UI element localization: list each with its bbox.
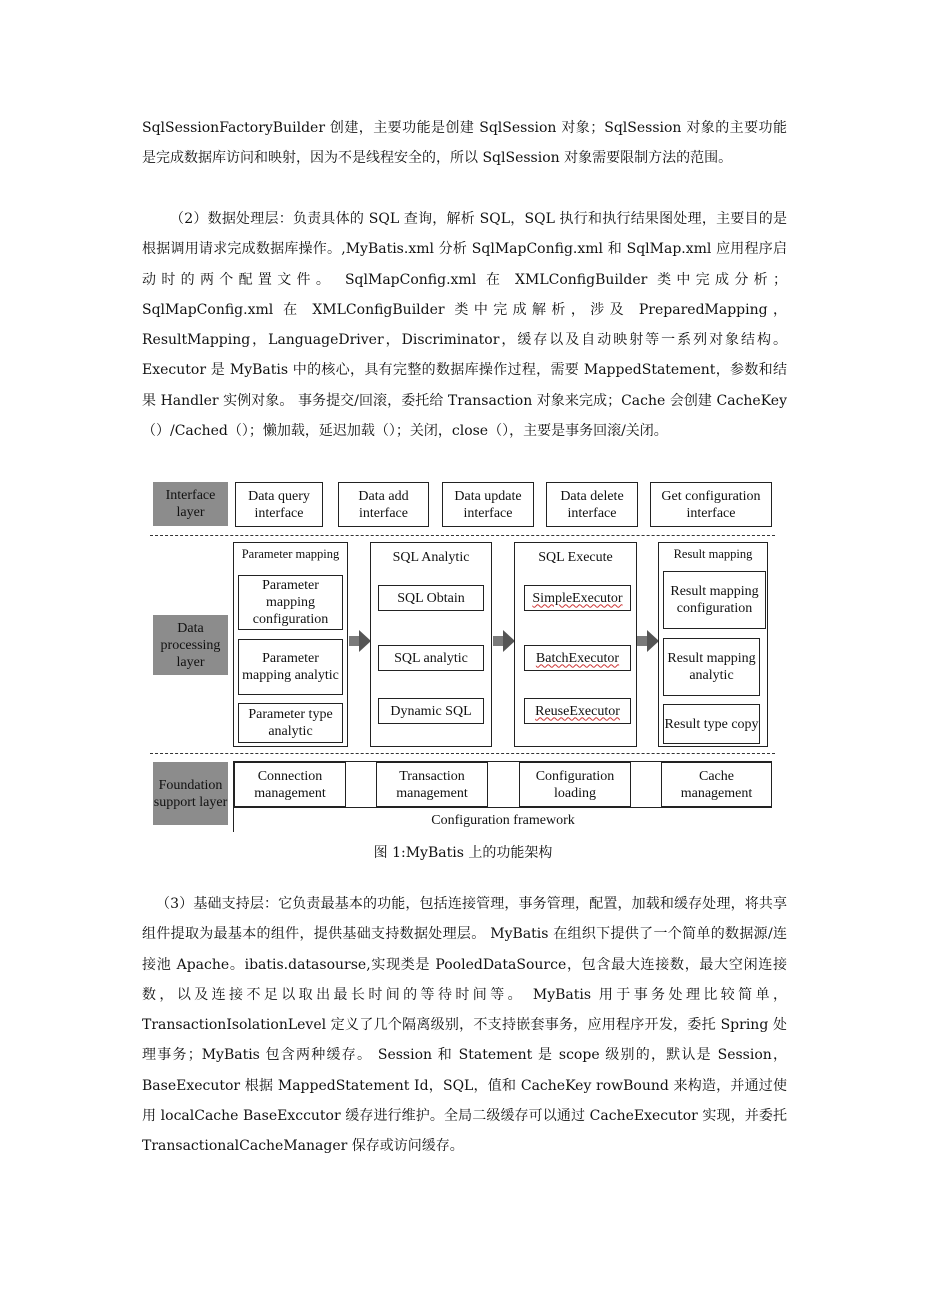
figure-caption: 图 1:MyBatis 上的功能架构 <box>373 845 553 861</box>
parameter-mapping-analytic-box: Parameter mapping analytic <box>238 639 343 695</box>
data-processing-layer-label: Data processing layer <box>153 615 228 675</box>
foundation-group <box>233 761 772 832</box>
result-mapping-title: Result mapping <box>673 547 753 561</box>
paragraph-session-factory <box>142 113 787 174</box>
mybatis-architecture-figure <box>150 479 775 835</box>
parameter-mapping-title: Parameter mapping <box>241 547 340 561</box>
batch-executor-box: BatchExecutor <box>524 645 631 671</box>
paragraph-text: （3）基础支持层：它负责最基本的功能，包括连接管理，事务管理，配置，加载和缓存处理，将共享组件提取为最基本的组件，提供基础支持数据处理层。 MyBatis 在组织下提供了一个简单的数据源/连接池 Apache。ibatis.datasourse,实现类是 PooledDataSource，包含最大连接数，最大空闲连接数，以及连接不足以取出最长时间的等待时间等。 MyBatis 用于事务处理比较简单，TransactionIsolationLevel 定义了几个隔离级别，不支持嵌套事务，应用程序开发，委托 Spring 处理事务；MyBatis 包含两种缓存。 Session 和 Statement 是 scope 级别的，默认是 Session，BaseExecutor 根据 MappedStatement Id，SQL，值和 CacheKey rowBound 来构造，并通过使用 localCache BaseExccutor 缓存进行维护。全局二级缓存可以通过 CacheExecutor 实现，并委托 TransactionalCacheManager 保存或访问缓存。 <box>142 896 787 1155</box>
dynamic-sql-box: Dynamic SQL <box>378 698 484 724</box>
get-configuration-interface-box: Get configuration interface <box>650 482 772 527</box>
transaction-management-box: Transaction management <box>376 762 488 807</box>
paragraph-data-processing-layer <box>142 204 787 446</box>
parameter-mapping-group <box>233 542 348 747</box>
connection-management-box: Connection management <box>234 762 346 807</box>
sql-execute-title: SQL Execute <box>538 550 613 565</box>
data-delete-interface-box: Data delete interface <box>546 482 638 527</box>
interface-layer-label: Interface layer <box>153 482 228 526</box>
foundation-support-layer-label: Foundation support layer <box>153 762 228 825</box>
layer-divider <box>150 753 775 754</box>
result-mapping-configuration-box: Result mapping configuration <box>663 571 766 629</box>
paragraph-text: （2）数据处理层：负责具体的 SQL 查询，解析 SQL，SQL 执行和执行结果图处理，主要目的是根据调用请求完成数据库操作。,MyBatis.xml 分析 SqlMapConfig.xml 和 SqlMap.xml 应用程序启动时的两个配置文件。 SqlMapConfig.xml 在 XMLConfigBuilder 类中完成分析；SqlMapConfig.xml 在 XMLConfigBuilder 类中完成解析，涉及 PreparedMapping，ResultMapping，LanguageDriver，Discriminator，缓存以及自动映射等一系列对象结构。Executor 是 MyBatis 中的核心，具有完整的数据库操作过程，需要 MappedStatement，参数和结果 Handler 实例对象。 事务提交/回滚，委托给 Transaction 对象来完成；Cache 会创建 CacheKey（）/Cached（）；懒加载，延迟加载（）；关闭，close（），主要是事务回滚/关闭。 <box>142 211 787 440</box>
data-add-interface-box: Data add interface <box>338 482 429 527</box>
paragraph-foundation-support-layer <box>142 889 787 1162</box>
cache-management-box: Cache management <box>661 762 772 807</box>
simple-executor-box: SimpleExecutor <box>524 585 631 611</box>
configuration-framework-box: Configuration framework <box>234 807 772 832</box>
sql-analytic-title: SQL Analytic <box>392 550 470 565</box>
result-mapping-analytic-box: Result mapping analytic <box>663 638 760 696</box>
configuration-loading-box: Configuration loading <box>519 762 631 807</box>
parameter-mapping-configuration-box: Parameter mapping configuration <box>238 575 343 630</box>
parameter-type-analytic-box: Parameter type analytic <box>238 703 343 743</box>
sql-obtain-box: SQL Obtain <box>378 585 484 611</box>
data-query-interface-box: Data query interface <box>235 482 323 527</box>
result-type-copy-box: Result type copy <box>663 704 760 744</box>
layer-divider <box>150 535 775 536</box>
result-mapping-group <box>658 542 768 747</box>
reuse-executor-box: ReuseExecutor <box>524 698 631 724</box>
paragraph-text: SqlSessionFactoryBuilder 创建，主要功能是创建 SqlSession 对象；SqlSession 对象的主要功能是完成数据库访问和映射，因为不是线程安全的，所以 SqlSession 对象需要限制方法的范围。 <box>142 120 787 167</box>
data-update-interface-box: Data update interface <box>442 482 534 527</box>
sql-analytic-group <box>370 542 492 747</box>
sql-analytic-box: SQL analytic <box>378 645 484 671</box>
sql-execute-group <box>514 542 637 747</box>
